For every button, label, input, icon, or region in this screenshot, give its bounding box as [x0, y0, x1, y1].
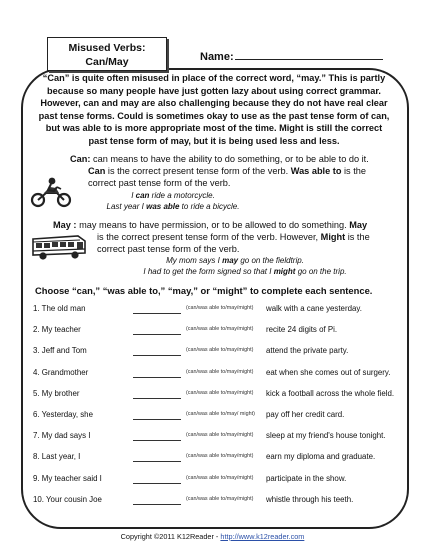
title-badge — [47, 37, 167, 71]
exercise-row — [33, 325, 405, 346]
sentence-start: 6. Yesterday, she — [33, 409, 93, 419]
can-ex2-b: was able — [146, 202, 180, 211]
title-line2: Can/May — [85, 56, 129, 68]
name-blank[interactable] — [235, 49, 383, 60]
may-example-1 — [110, 255, 360, 266]
answer-blank[interactable] — [133, 440, 181, 441]
sentence-start: 3. Jeff and Tom — [33, 346, 87, 356]
can-ex2-a: Last year I — [106, 202, 147, 211]
can-ex1-a: I — [131, 191, 136, 200]
exercise-row — [33, 346, 405, 367]
instructions: Choose “can,” “was able to,” “may,” or “might” to complete each sentence. — [35, 285, 373, 296]
sentence-end: recite 24 digits of Pi. — [266, 325, 338, 335]
may-ex2-b: might — [273, 267, 296, 276]
can-ex1-b: can — [135, 191, 150, 200]
sentence-end: pay off her credit card. — [266, 409, 345, 419]
can-definition: can means to have the ability to do something, or to be able to do it. — [92, 154, 369, 164]
may-line2-end: is the — [345, 232, 370, 242]
can-word: Can: — [70, 154, 91, 164]
answer-blank[interactable] — [133, 461, 181, 462]
may-line2 — [97, 231, 407, 243]
sentence-end: attend the private party. — [266, 346, 349, 356]
answer-options: (can/was able to/may/might) — [186, 453, 254, 460]
may-ex2-a: I had to get the form signed so that I — [143, 267, 274, 276]
school-bus-icon — [30, 233, 88, 261]
may-term: May — [349, 220, 368, 230]
may-ex1-c: go on the fieldtrip. — [238, 256, 304, 265]
exercise-list — [33, 304, 405, 516]
answer-options: (can/was able to/may/might) — [186, 432, 254, 439]
answer-blank[interactable] — [133, 313, 181, 314]
can-line2-text: is the correct present tense form of the verb. — [105, 166, 291, 176]
answer-blank[interactable] — [133, 419, 181, 420]
answer-options: (can/was able to/may/ might) — [186, 410, 255, 417]
name-field — [200, 49, 383, 63]
answer-blank[interactable] — [133, 483, 181, 484]
sentence-start: 8. Last year, I — [33, 452, 81, 462]
may-example-2 — [100, 266, 390, 277]
can-line3: correct past tense form of the verb. — [88, 178, 231, 188]
answer-options: (can/was able to/may/might) — [186, 389, 254, 396]
may-ex1-a: My mom says I — [166, 256, 223, 265]
sentence-start: 2. My teacher — [33, 325, 81, 335]
exercise-row — [33, 495, 405, 516]
may-line2-text: is the correct present tense form of the verb. However, — [97, 232, 321, 242]
answer-blank[interactable] — [133, 398, 181, 399]
name-label: Name: — [200, 51, 234, 63]
may-ex2-c: go on the trip. — [295, 267, 347, 276]
website-link[interactable]: http://www.k12reader.com — [220, 532, 305, 541]
intro-paragraph: “Can” is quite often misused in place of the correct word, “may.” This is partly because so many people have just gotten lazy about using correct grammar. However, can and may are also challenging because they do not have real clear past tense forms. Could is sometimes okay to use as the past tense form of can, but was able to is more appropriate most of the time. Might is still the correct past tense form of may, but it is being used less and less. — [38, 73, 390, 146]
exercise-row — [33, 410, 405, 431]
exercise-row — [33, 389, 405, 410]
sentence-end: earn my diploma and graduate. — [266, 452, 376, 462]
answer-options: (can/was able to/may/might) — [186, 368, 254, 375]
sentence-start: 9. My teacher said I — [33, 473, 102, 483]
exercise-row — [33, 368, 405, 389]
answer-options: (can/was able to/may/might) — [186, 305, 254, 311]
title-line1: Misused Verbs: — [68, 42, 146, 54]
sentence-start: 4. Grandmother — [33, 367, 89, 377]
might-term: Might — [320, 232, 346, 242]
copyright-text: Copyright ©2011 K12Reader - — [120, 532, 221, 541]
may-ex1-b: may — [222, 256, 239, 265]
answer-blank[interactable] — [133, 377, 181, 378]
can-line2-end: is the — [341, 166, 366, 176]
answer-blank[interactable] — [133, 504, 181, 505]
motorcycle-rider-icon — [30, 176, 72, 208]
answer-options: (can/was able to/may/might) — [186, 474, 254, 481]
sentence-end: participate in the show. — [266, 473, 347, 483]
can-line1 — [70, 153, 400, 165]
can-ex1-c: ride a motorcycle. — [149, 191, 215, 200]
sentence-end: walk with a cane yesterday. — [266, 304, 362, 313]
exercise-row — [33, 431, 405, 452]
sentence-start: 10. Your cousin Joe — [33, 494, 102, 504]
answer-options: (can/was able to/may/might) — [186, 347, 254, 354]
sentence-end: sleep at my friend's house tonight. — [266, 431, 386, 441]
sentence-end: eat when she comes out of surgery. — [266, 367, 391, 377]
answer-blank[interactable] — [133, 355, 181, 356]
exercise-row — [33, 452, 405, 473]
answer-blank[interactable] — [133, 334, 181, 335]
may-line3: correct past tense form of the verb. — [97, 244, 240, 254]
may-line1 — [53, 219, 403, 231]
can-ex2-c: to ride a bicycle. — [179, 202, 240, 211]
may-word: May : — [53, 220, 77, 230]
may-definition: may means to have permission, or to be allowed to do something. — [79, 220, 350, 230]
sentence-end: whistle through his teeth. — [266, 494, 354, 504]
can-example-2 — [88, 201, 258, 212]
can-example-1 — [88, 190, 258, 201]
answer-options: (can/was able to/may/might) — [186, 326, 254, 333]
answer-options: (can/was able to/may/might) — [186, 495, 254, 502]
sentence-end: kick a football across the whole field. — [266, 388, 395, 398]
exercise-row — [33, 474, 405, 495]
footer — [0, 532, 425, 541]
was-able-to-term: Was able to — [290, 166, 342, 176]
sentence-start: 7. My dad says I — [33, 431, 91, 441]
sentence-start: 1. The old man — [33, 304, 86, 313]
can-term: Can — [88, 166, 106, 176]
sentence-start: 5. My brother — [33, 388, 80, 398]
can-line2 — [88, 165, 403, 177]
exercise-row — [33, 304, 405, 325]
